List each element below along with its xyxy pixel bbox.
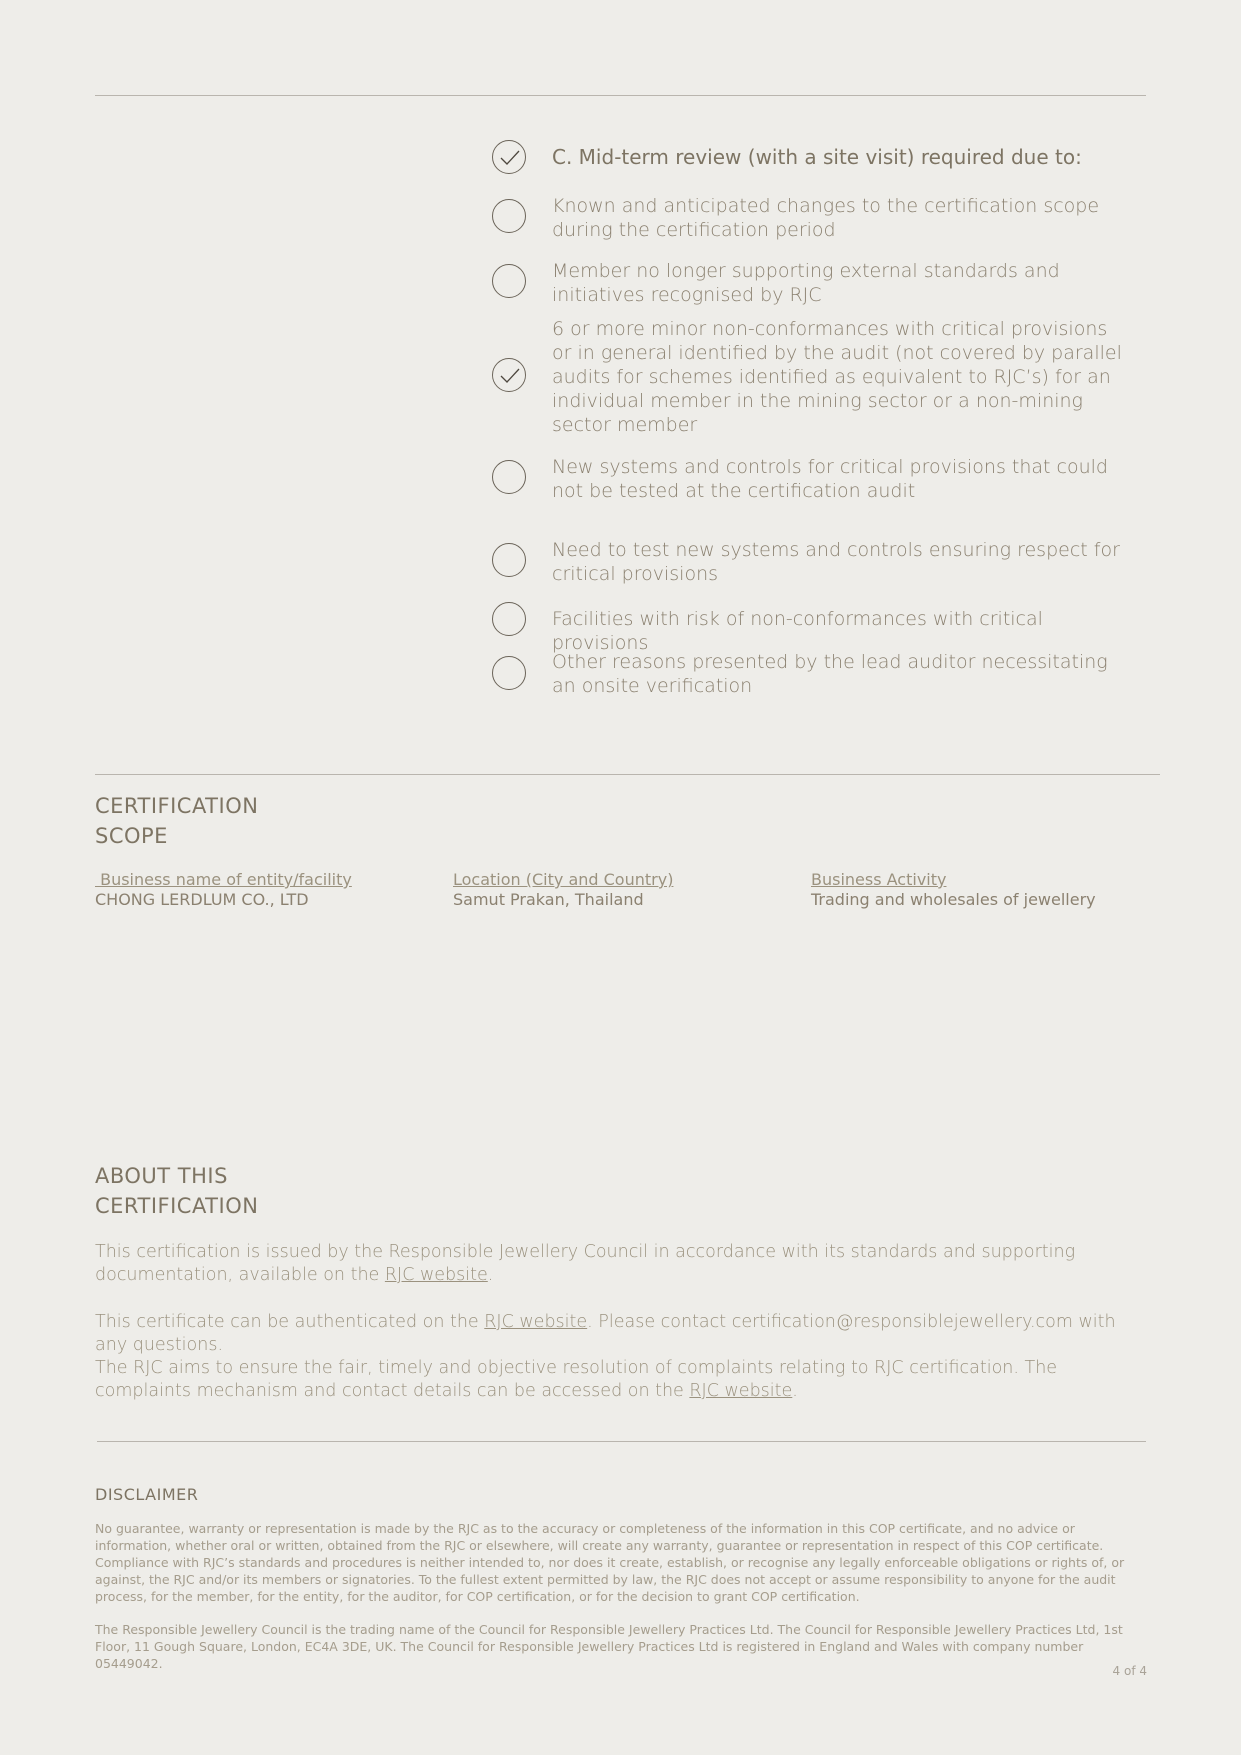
disclaimer-paragraph-1: No guarantee, warranty or representation is made by the RJC as to the accuracy or completeness of the information in this COP certificate, and no advice or information, whether oral or written, obtained from the RJC or elsewhere, will create any warranty, guarantee or representation in respect of this COP certificate. Compliance with RJC’s standards and procedures is neither intended to, nor does it create, establish, or recognise any legally enforceable obligations or rights of, or against, the RJC and/or its members or signatories. To the fullest extent permitted by law, the RJC does not accept or assume responsibility to anyone for the audit process, for the member, for the entity, for the auditor, for COP certification, or for the decision to grant COP certification. [95,1521,1125,1604]
business-name-label: Business name of entity/facility [95,870,352,889]
about-p1-text: This certification is issued by the Responsible Jewellery Council in accordance with its standards and supporting documentation, available on the [95,1242,1076,1285]
disclaimer-divider [97,1441,1146,1442]
about-paragraph-3 [95,1357,1145,1403]
business-name-value: CHONG LERDLUM CO., LTD [95,890,309,909]
option-text: Need to test new systems and controls ensuring respect for critical provisions [552,539,1120,585]
about-p3-end: . [792,1381,798,1401]
about-title [95,1161,355,1221]
checkmark-icon [499,366,521,386]
location-label: Location (City and Country) [453,870,674,889]
about-title-line2: CERTIFICATION [95,1194,259,1218]
option-checkbox[interactable] [492,543,526,577]
scope-title [95,791,355,851]
option-text: Member no longer supporting external standards and initiatives recognised by RJC [552,260,1060,306]
top-divider [95,95,1146,96]
about-p2-end: . Please contact certification@responsiblejewellery.com with any questions. [95,1312,1116,1355]
option-text: Known and anticipated changes to the certification scope during the certification period [552,195,1100,241]
rjc-website-link[interactable]: RJC website [384,1265,488,1285]
scope-title-line1: CERTIFICATION [95,794,259,818]
page-number: 4 of 4 [1112,1664,1147,1678]
disclaimer-title: DISCLAIMER [95,1485,199,1504]
scope-business-name [95,870,435,910]
scope-activity [811,870,1151,910]
about-p3-text: The RJC aims to ensure the fair, timely and objective resolution of complaints relating to RJC certification. The complaints mechanism and contact details can be accessed on the [95,1358,1058,1401]
about-p1-end: . [487,1265,494,1285]
rjc-website-link[interactable]: RJC website [689,1381,793,1401]
rjc-website-link[interactable]: RJC website [484,1312,588,1332]
option-checkbox[interactable] [492,264,526,298]
scope-location [453,870,793,910]
location-value: Samut Prakan, Thailand [453,890,644,909]
option-checkbox[interactable] [492,602,526,636]
disclaimer-paragraph-2: The Responsible Jewellery Council is the trading name of the Council for Responsible Jewellery Practices Ltd. The Council for Responsible Jewellery Practices Ltd, 1st Floor, 11 Gough Square, London, EC4A 3DE, UK. The Council for Responsible Jewellery Practices Ltd is registered in England and Wales with company number 05449042. [95,1622,1123,1671]
activity-label: Business Activity [811,870,947,889]
option-checkbox[interactable] [492,656,526,690]
scope-divider [95,774,1160,775]
about-title-line1: ABOUT THIS [95,1164,228,1188]
heading-checkbox[interactable] [492,140,526,174]
about-paragraph-2 [95,1311,1145,1357]
option-checkbox[interactable] [492,460,526,494]
checkmark-icon [499,148,521,168]
about-p2-text: This certificate can be authenticated on the [95,1312,485,1332]
scope-title-line2: SCOPE [95,824,168,848]
option-checkbox[interactable] [492,199,526,233]
mid-term-heading: C. Mid-term review (with a site visit) required due to: [552,145,1082,169]
activity-value: Trading and wholesales of jewellery [811,890,1096,909]
about-paragraph-1 [95,1241,1145,1287]
option-text: Facilities with risk of non-conformances with critical provisions [552,608,1043,654]
option-text: New systems and controls for critical provisions that could not be tested at the certification audit [552,456,1108,502]
option-text: Other reasons presented by the lead auditor necessitating an onsite verification [552,651,1108,697]
option-checkbox[interactable] [492,358,526,392]
option-text: 6 or more minor non-conformances with critical provisions or in general identified by the audit (not covered by parallel audits for schemes identified as equivalent to RJC’s) for an individual member in the mining sector or a non-mining sector member [552,318,1122,436]
